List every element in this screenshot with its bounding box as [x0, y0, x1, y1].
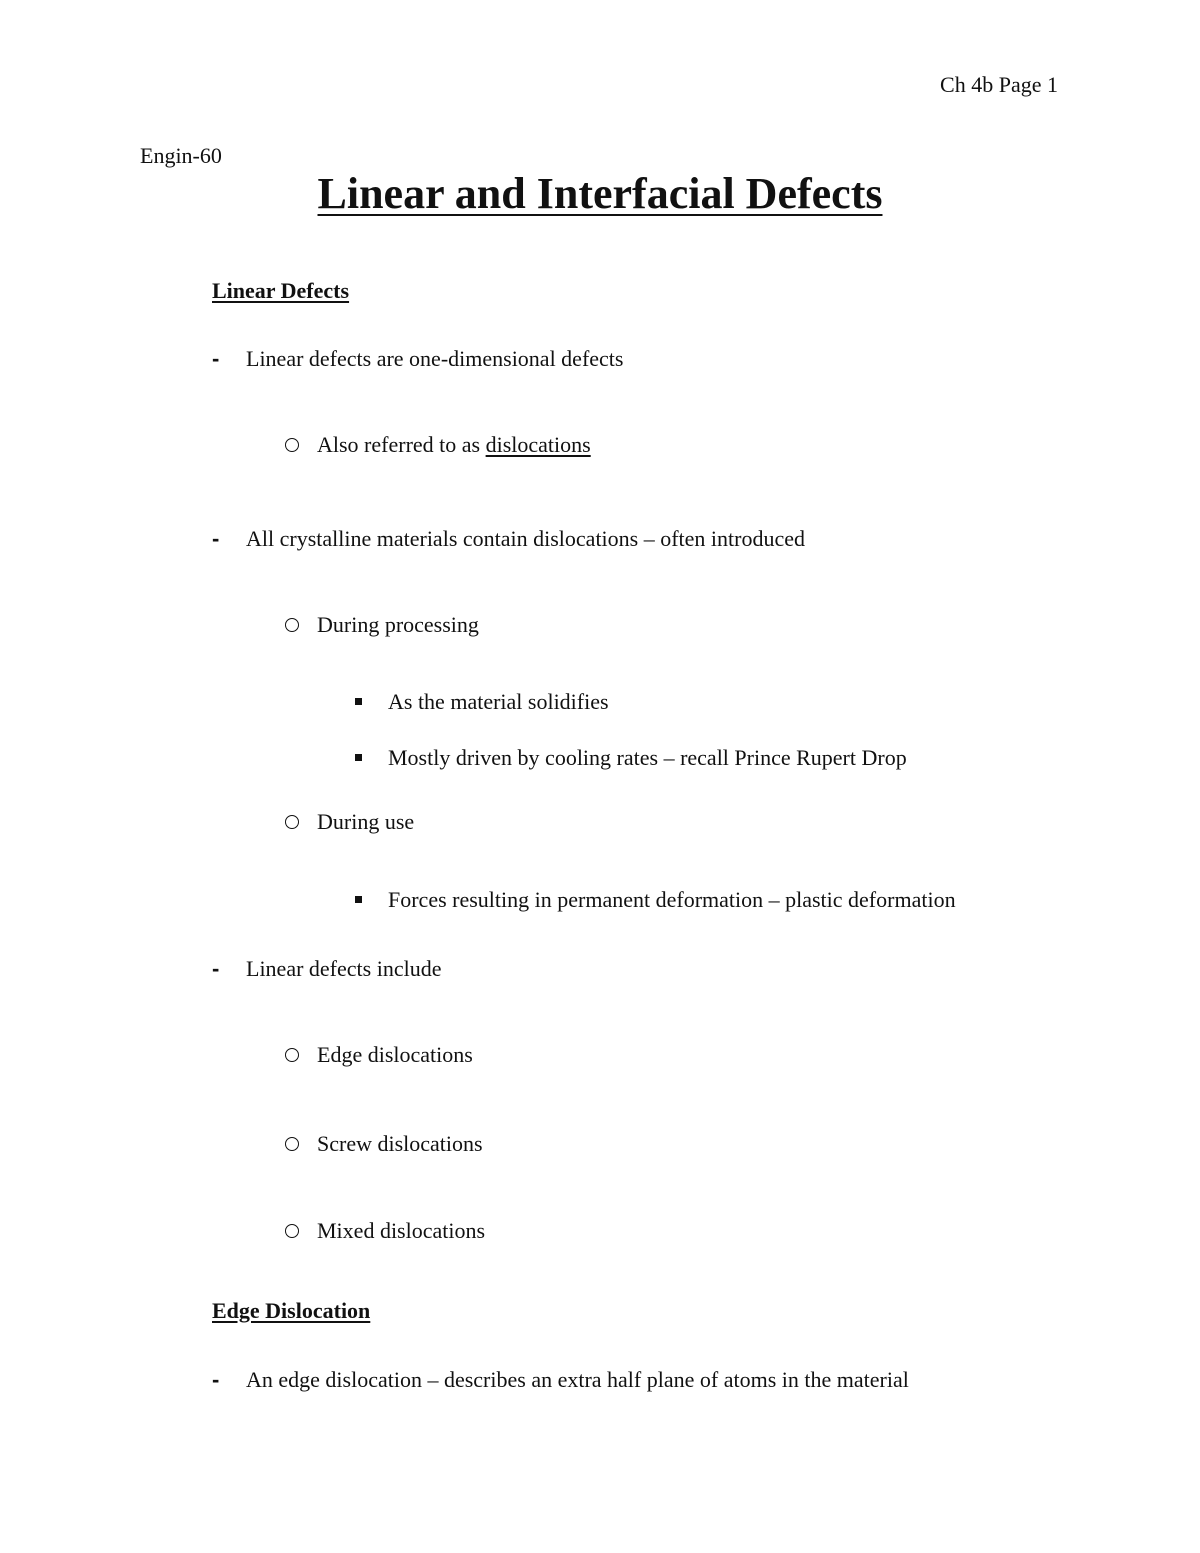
square-bullet-icon [355, 754, 362, 761]
list-item [212, 526, 806, 552]
list-item-text: During use [317, 809, 415, 834]
list-item-text: Linear defects are one-dimensional defects [246, 346, 624, 371]
list-item [317, 809, 414, 835]
dash-bullet-icon: - [212, 1367, 220, 1392]
circle-bullet-icon [285, 1224, 299, 1238]
circle-bullet-icon [285, 815, 299, 829]
list-item-text: During processing [317, 612, 479, 637]
list-item [317, 1218, 485, 1244]
list-item [212, 956, 442, 982]
list-item-text: Screw dislocations [317, 1131, 483, 1156]
circle-bullet-icon [285, 618, 299, 632]
list-item-text: An edge dislocation – describes an extra half plane of atoms in the material [246, 1367, 909, 1392]
list-item-text: Mixed dislocations [317, 1218, 486, 1243]
list-item [317, 1131, 483, 1157]
list-item [388, 689, 609, 715]
circle-bullet-icon [285, 1137, 299, 1151]
list-item-text: Mostly driven by cooling rates – recall Prince Rupert Drop [388, 745, 907, 770]
page-number-label: Ch 4b Page 1 [940, 72, 1058, 97]
section-heading-linear-defects: Linear Defects [212, 278, 350, 303]
list-item [212, 1367, 909, 1393]
circle-bullet-icon [285, 1048, 299, 1062]
list-item [388, 745, 907, 771]
list-item-text: Linear defects include [246, 956, 442, 981]
page-title: Linear and Interfacial Defects [317, 169, 883, 218]
square-bullet-icon [355, 896, 362, 903]
circle-bullet-icon [285, 438, 299, 452]
square-bullet-icon [355, 698, 362, 705]
dash-bullet-icon: - [212, 346, 220, 371]
list-item-text: Also referred to as [317, 432, 486, 457]
list-item-text: All crystalline materials contain dislocations – often introduced [246, 526, 806, 551]
section-heading-edge-dislocation: Edge Dislocation [212, 1298, 371, 1323]
list-item [317, 1042, 473, 1068]
list-item-text: Forces resulting in permanent deformation – plastic deformation [388, 887, 956, 912]
term-dislocations: dislocations [485, 432, 591, 457]
list-item [317, 612, 479, 638]
course-label: Engin-60 [140, 143, 222, 168]
list-item-text: As the material solidifies [388, 689, 609, 714]
list-item [317, 432, 591, 458]
list-item [388, 887, 956, 913]
dash-bullet-icon: - [212, 956, 220, 981]
list-item [212, 346, 624, 372]
list-item-text: Edge dislocations [317, 1042, 473, 1067]
dash-bullet-icon: - [212, 526, 220, 551]
